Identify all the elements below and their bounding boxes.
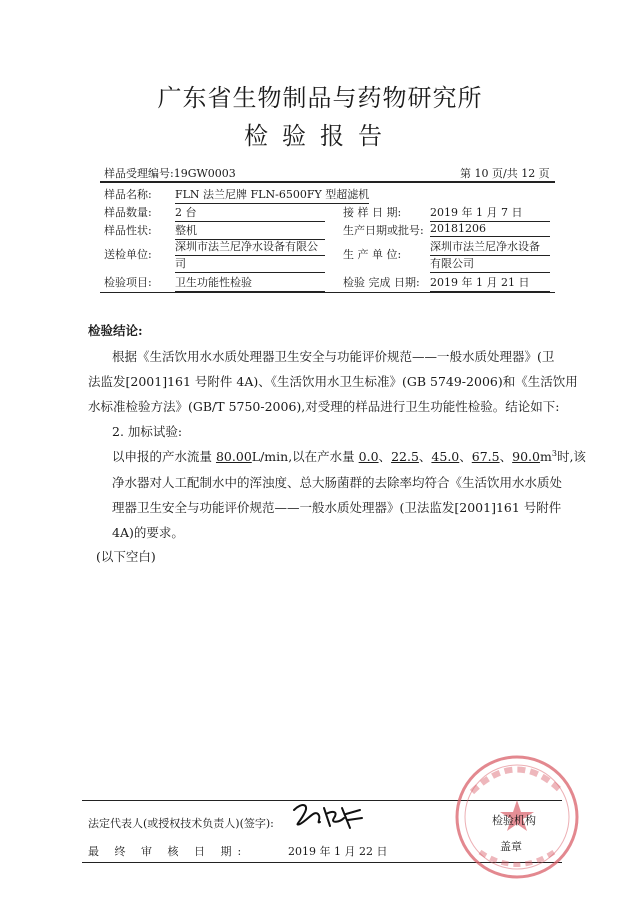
producer-label: 生 产 单 位:	[343, 248, 402, 261]
paragraph-1-line-1: 根据《生活饮用水水质处理器卫生安全与功能评价规范——一般水质处理器》(卫	[112, 349, 555, 364]
table-bottom-rule	[100, 292, 555, 293]
review-date-value: 2019 年 1 月 22 日	[288, 845, 388, 858]
finish-date-value: 2019 年 1 月 21 日	[430, 274, 550, 292]
receive-date-value: 2019 年 1 月 7 日	[430, 204, 550, 222]
state-label: 样品性状:	[104, 224, 152, 237]
review-date-label: 最 终 审 核 日 期:	[88, 845, 248, 858]
sample-name-value: FLN 法兰尼牌 FLN-6500FY 型超滤机	[175, 186, 369, 204]
institute-title: 广东省生物制品与药物研究所	[157, 84, 483, 112]
paragraph-1-line-2: 法监发[2001]161 号附件 4A)、《生活饮用水卫生标准》(GB 5749-2006)和《生活饮用	[88, 374, 578, 389]
paragraph-2-line-4: 4A)的要求。	[112, 525, 184, 540]
organization-label: 检验机构	[492, 814, 536, 827]
report-title: 检验报告	[244, 122, 396, 150]
paragraph-2-line-1: 以申报的产水流量 80.00L/min,以在产水量 0.0、22.5、45.0、67.5、$90.0m^3$时,该	[112, 448, 586, 464]
production-date-value: 20181206	[430, 222, 550, 237]
submitter-line2: 司	[175, 255, 325, 273]
signature-image	[290, 800, 370, 832]
paragraph-2-line-3: 理器卫生安全与功能评价规范——一般水质处理器》(卫法监发[2001]161 号附件	[112, 500, 562, 515]
submitter-line1: 深圳市法兰尼净水设备有限公	[175, 238, 325, 256]
sample-number: 样品受理编号:19GW0003	[104, 167, 236, 180]
paragraph-2-line-2: 净水器对人工配制水中的浑浊度、总大肠菌群的去除率均符合《生活饮用水水质处	[112, 475, 563, 490]
quantity-value: 2 台	[175, 204, 325, 222]
producer-line2: 有限公司	[430, 255, 550, 273]
item-2-title: 2. 加标试验:	[112, 424, 183, 439]
seal-label: 盖章	[500, 840, 522, 853]
page-info: 第 10 页/共 12 页	[460, 167, 550, 180]
finish-date-label: 检验 完成 日期:	[343, 276, 420, 289]
sample-name-label: 样品名称:	[104, 188, 152, 201]
representative-label: 法定代表人(或授权技术负责人)(签字):	[88, 817, 274, 830]
table-top-rule	[100, 181, 555, 183]
state-value: 整机	[175, 222, 325, 240]
production-date-label: 生产日期或批号:	[343, 224, 424, 237]
quantity-label: 样品数量:	[104, 206, 152, 219]
conclusion-heading: 检验结论:	[88, 323, 143, 338]
submitter-label: 送检单位:	[104, 248, 152, 261]
producer-line1: 深圳市法兰尼净水设备	[430, 238, 550, 256]
paragraph-1-line-3: 水标准检验方法》(GB/T 5750-2006),对受理的样品进行卫生功能性检验。结论如下:	[88, 399, 560, 414]
receive-date-label: 接 样 日 期:	[343, 206, 402, 219]
blank-note: (以下空白)	[96, 549, 156, 564]
item-value: 卫生功能性检验	[175, 274, 325, 292]
item-label: 检验项目:	[104, 276, 152, 289]
